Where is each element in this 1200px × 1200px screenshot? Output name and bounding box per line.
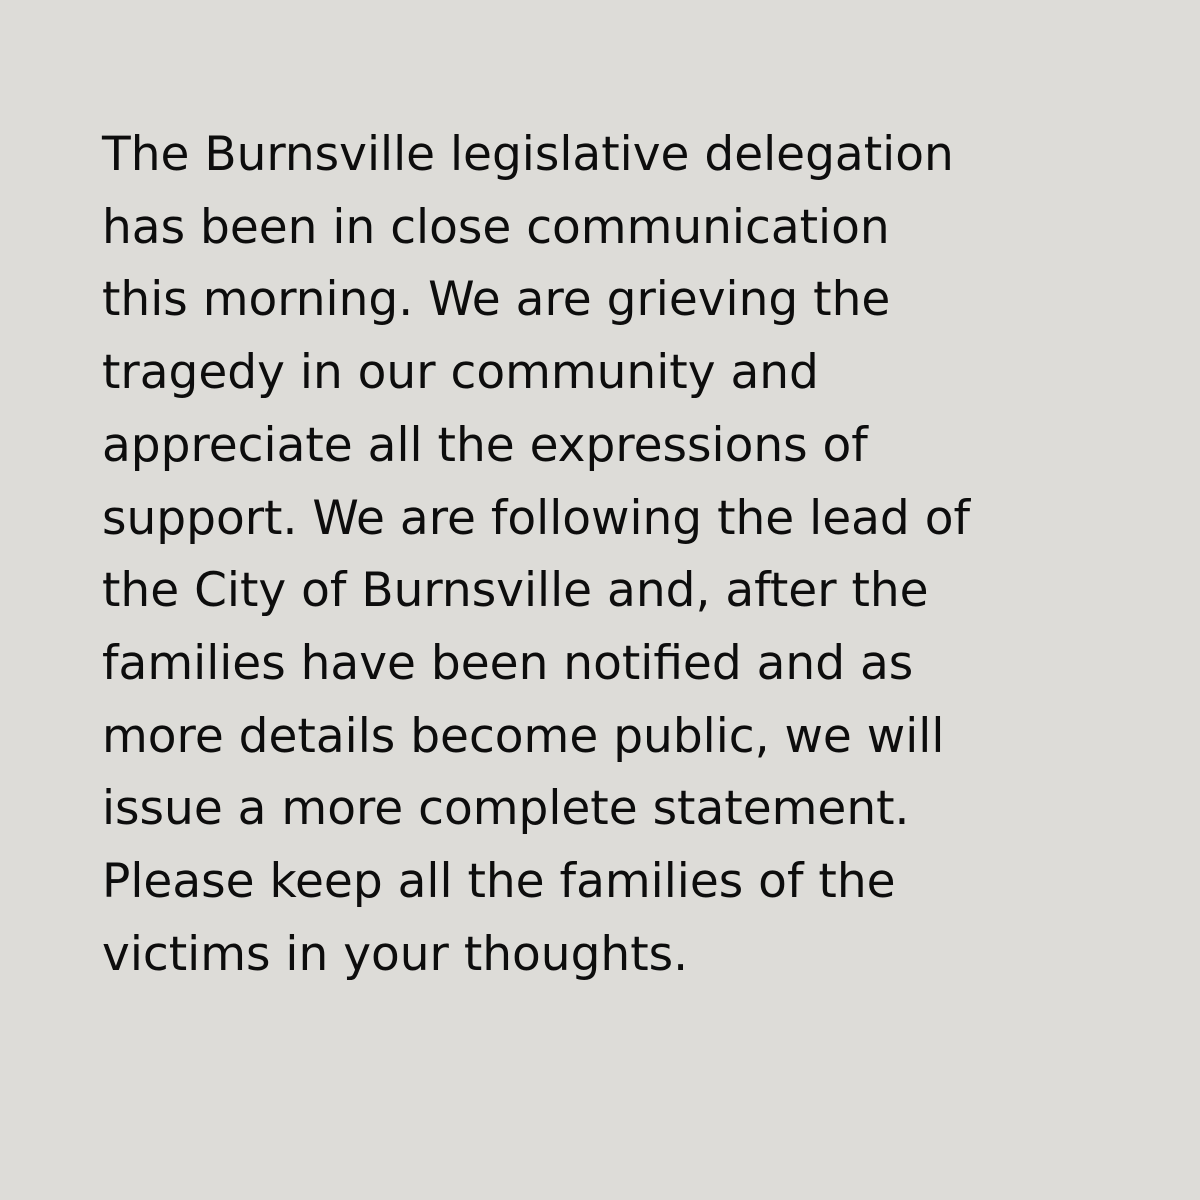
statement-line: more details become public, we will	[102, 708, 945, 764]
statement-line: this morning. We are grieving the	[102, 272, 891, 328]
statement-line: appreciate all the expressions of	[102, 417, 868, 473]
statement-line: issue a more complete statement.	[102, 781, 910, 837]
statement-line: support. We are following the lead of	[102, 490, 971, 546]
statement-line: Please keep all the families of the	[102, 854, 896, 910]
statement-line: tragedy in our community and	[102, 345, 819, 401]
statement-line: victims in your thoughts.	[102, 926, 689, 982]
statement-line: the City of Burnsville and, after the	[102, 563, 929, 619]
statement-line: has been in close communication	[102, 199, 890, 255]
statement-line: families have been notified and as	[102, 635, 914, 691]
statement-text	[102, 119, 1162, 991]
statement-line: The Burnsville legislative delegation	[102, 127, 954, 182]
